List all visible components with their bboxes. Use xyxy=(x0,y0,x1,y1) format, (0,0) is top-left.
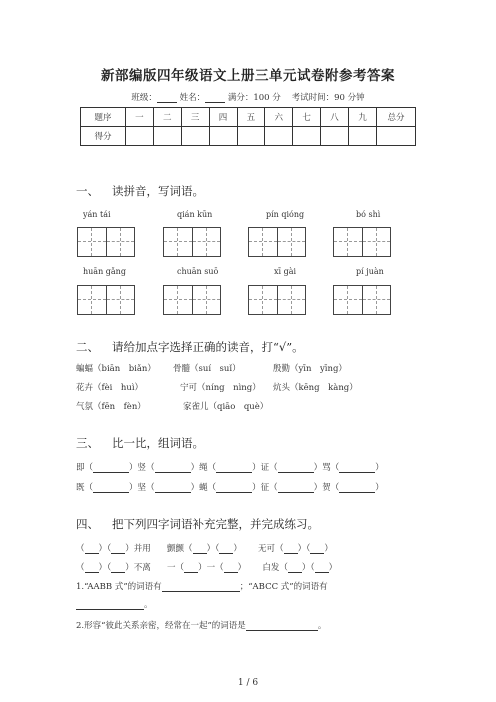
score-cell[interactable] xyxy=(126,127,154,146)
score-header-cell: 六 xyxy=(265,108,293,127)
pinyin-3: pín qióng xyxy=(266,210,305,219)
score-cell[interactable] xyxy=(321,127,349,146)
score-header-cell: 题序 xyxy=(81,108,126,127)
answer-blank[interactable] xyxy=(219,544,233,554)
page-number: 1 / 6 xyxy=(237,678,259,688)
writing-box[interactable] xyxy=(163,227,221,257)
answer-blank[interactable] xyxy=(278,463,314,473)
pinyin-5: huān gǎng xyxy=(83,267,126,276)
writing-cell xyxy=(334,286,362,314)
answer-blank[interactable] xyxy=(85,544,99,554)
answer-blank[interactable] xyxy=(111,544,125,554)
score-header-cell: 总分 xyxy=(377,108,416,127)
pinyin-6: chuān suō xyxy=(177,267,219,276)
idiom-line-1: （ ）（ ）并用 颤颤（ ）（ ） 无可（ ）（ ） xyxy=(76,544,333,554)
score-cell[interactable] xyxy=(293,127,321,146)
writing-cell xyxy=(78,228,106,256)
section1-number: 一、 xyxy=(76,184,99,198)
reading-item[interactable]: 蝙蝠（biān biǎn） xyxy=(76,364,156,374)
exam-time: 考试时间：90 分钟 xyxy=(291,93,365,103)
exam-info-line xyxy=(0,91,496,103)
writing-cell xyxy=(249,286,277,314)
reading-item[interactable]: 气氛（fēn fèn） xyxy=(76,402,146,412)
writing-cell xyxy=(106,228,134,256)
writing-cell xyxy=(277,228,305,256)
pinyin-8: pí juàn xyxy=(356,267,384,276)
score-cell[interactable] xyxy=(181,127,209,146)
section2-number: 二、 xyxy=(76,340,99,354)
answer-blank[interactable] xyxy=(155,463,191,473)
idiom-text: 不离 xyxy=(133,563,151,573)
writing-cell xyxy=(106,286,134,314)
answer-blank[interactable] xyxy=(76,600,144,610)
answer-blank[interactable] xyxy=(93,463,129,473)
score-table-header-row xyxy=(81,108,416,127)
compare-char: 证 xyxy=(260,463,270,473)
score-cell[interactable] xyxy=(349,127,377,146)
answer-blank[interactable] xyxy=(93,483,129,493)
pinyin-7: xī gài xyxy=(274,267,297,276)
idiom-text: 一 xyxy=(167,563,176,573)
score-row-label: 得分 xyxy=(81,127,126,146)
answer-blank[interactable] xyxy=(284,544,298,554)
class-label: 班级： xyxy=(131,93,157,103)
section1-heading xyxy=(76,183,204,199)
writing-box[interactable] xyxy=(248,227,306,257)
score-cell[interactable] xyxy=(237,127,265,146)
answer-blank[interactable] xyxy=(111,563,125,573)
full-score: 满分：100 分 xyxy=(227,93,281,103)
question-1-text: 1.“AABB 式”的词语有 xyxy=(76,582,162,592)
answer-blank[interactable] xyxy=(162,582,240,592)
compare-char: 贺 xyxy=(322,483,331,493)
section4-heading xyxy=(76,516,319,532)
pinyin-2: qián kūn xyxy=(177,210,213,219)
answer-blank[interactable] xyxy=(216,483,252,493)
compare-char: 竖 xyxy=(137,463,147,473)
class-blank xyxy=(157,94,177,103)
section1-title: 读拼音，写词语。 xyxy=(112,184,204,198)
answer-blank[interactable] xyxy=(339,483,375,493)
reading-item[interactable]: 花卉（fèi huì） xyxy=(76,383,144,393)
score-header-cell: 九 xyxy=(349,108,377,127)
compare-char: 征 xyxy=(260,483,270,493)
answer-blank[interactable] xyxy=(85,563,99,573)
section4-number: 四、 xyxy=(76,517,99,531)
answer-blank[interactable] xyxy=(193,544,207,554)
writing-box[interactable] xyxy=(163,285,221,315)
answer-blank[interactable] xyxy=(155,483,191,493)
section4-title: 把下列四字词语补充完整，并完成练习。 xyxy=(112,517,319,531)
compare-char: 蝇 xyxy=(199,483,208,493)
score-header-cell: 五 xyxy=(237,108,265,127)
question-2-line: 2.形容“彼此关系亲密，经常在一起”的词语是 。 xyxy=(76,621,327,631)
score-header-cell: 七 xyxy=(293,108,321,127)
section2-heading xyxy=(76,339,304,355)
idiom-line-2: （ ）（ ）不离 一（ ）一（ ） 白发（ ）（ ） xyxy=(76,563,338,573)
reading-item[interactable]: 骨髓（suí suǐ） xyxy=(173,364,241,374)
writing-cell xyxy=(164,286,192,314)
question-1-mid: ；“ABCC 式”的词语有 xyxy=(239,582,328,592)
compare-char: 骂 xyxy=(322,463,331,473)
section3-heading xyxy=(76,435,204,451)
compare-char: 即 xyxy=(76,463,85,473)
compare-char: 既 xyxy=(76,483,85,493)
idiom-text: 颤颤 xyxy=(167,544,185,554)
writing-cell xyxy=(277,286,305,314)
writing-cell xyxy=(78,286,106,314)
answer-blank[interactable] xyxy=(310,544,324,554)
name-blank xyxy=(205,94,225,103)
writing-cell xyxy=(334,228,362,256)
question-2-text: 2.形容“彼此关系亲密，经常在一起”的词语是 xyxy=(76,621,246,631)
question-1-continued: 。 xyxy=(76,598,153,610)
answer-blank[interactable] xyxy=(224,563,238,573)
idiom-text: 并用 xyxy=(133,544,151,554)
answer-blank[interactable] xyxy=(315,563,329,573)
section2-title: 请给加点字选择正确的读音，打“√”。 xyxy=(112,340,304,354)
score-header-cell: 二 xyxy=(153,108,181,127)
score-cell[interactable] xyxy=(377,127,416,146)
writing-cell xyxy=(192,286,220,314)
page-title: 新部编版四年级语文上册三单元试卷附参考答案 xyxy=(101,68,395,84)
reading-item[interactable]: 宁可（níng nìng） xyxy=(180,383,261,393)
answer-blank[interactable] xyxy=(339,463,375,473)
reading-item[interactable]: 炕头（kēng kàng） xyxy=(273,383,358,393)
writing-box[interactable] xyxy=(333,227,391,257)
writing-cell xyxy=(164,228,192,256)
score-header-cell: 四 xyxy=(209,108,237,127)
score-header-cell: 一 xyxy=(126,108,154,127)
answer-blank[interactable] xyxy=(184,563,198,573)
compare-row-2: 既（ ）坚（ ）蝇（ ）征（ ）贺（ ） xyxy=(76,483,384,493)
pinyin-4: bó shì xyxy=(356,210,381,219)
name-label: 姓名： xyxy=(179,93,206,103)
answer-blank[interactable] xyxy=(288,563,302,573)
writing-box[interactable] xyxy=(333,285,391,315)
section3-title: 比一比，组词语。 xyxy=(112,436,204,450)
writing-box[interactable] xyxy=(77,227,135,257)
compare-char: 绳 xyxy=(199,463,208,473)
writing-box[interactable] xyxy=(77,285,135,315)
idiom-text: 一 xyxy=(206,563,216,573)
compare-char: 坚 xyxy=(137,483,147,493)
writing-cell xyxy=(192,228,220,256)
answer-blank[interactable] xyxy=(246,621,318,631)
answer-blank[interactable] xyxy=(216,463,252,473)
answer-blank[interactable] xyxy=(278,483,314,493)
score-header-cell: 八 xyxy=(321,108,349,127)
question-1-line xyxy=(76,580,328,592)
writing-cell xyxy=(362,286,390,314)
idiom-text: 白发 xyxy=(262,563,280,573)
score-table-score-row xyxy=(81,127,416,146)
writing-cell xyxy=(362,228,390,256)
writing-cell xyxy=(249,228,277,256)
score-table xyxy=(80,107,416,146)
pinyin-1: yán tái xyxy=(83,210,111,219)
reading-item[interactable]: 殷勤（yīn yīng） xyxy=(273,364,347,374)
compare-row-1: 即（ ）竖（ ）绳（ ）证（ ）骂（ ） xyxy=(76,463,384,473)
score-cell[interactable] xyxy=(265,127,293,146)
idiom-text: 无可 xyxy=(258,544,276,554)
score-cell[interactable] xyxy=(153,127,181,146)
section3-number: 三、 xyxy=(76,436,99,450)
writing-box[interactable] xyxy=(248,285,306,315)
score-header-cell: 三 xyxy=(181,108,209,127)
reading-item[interactable]: 家雀儿（qiāo què） xyxy=(183,402,269,412)
score-cell[interactable] xyxy=(209,127,237,146)
